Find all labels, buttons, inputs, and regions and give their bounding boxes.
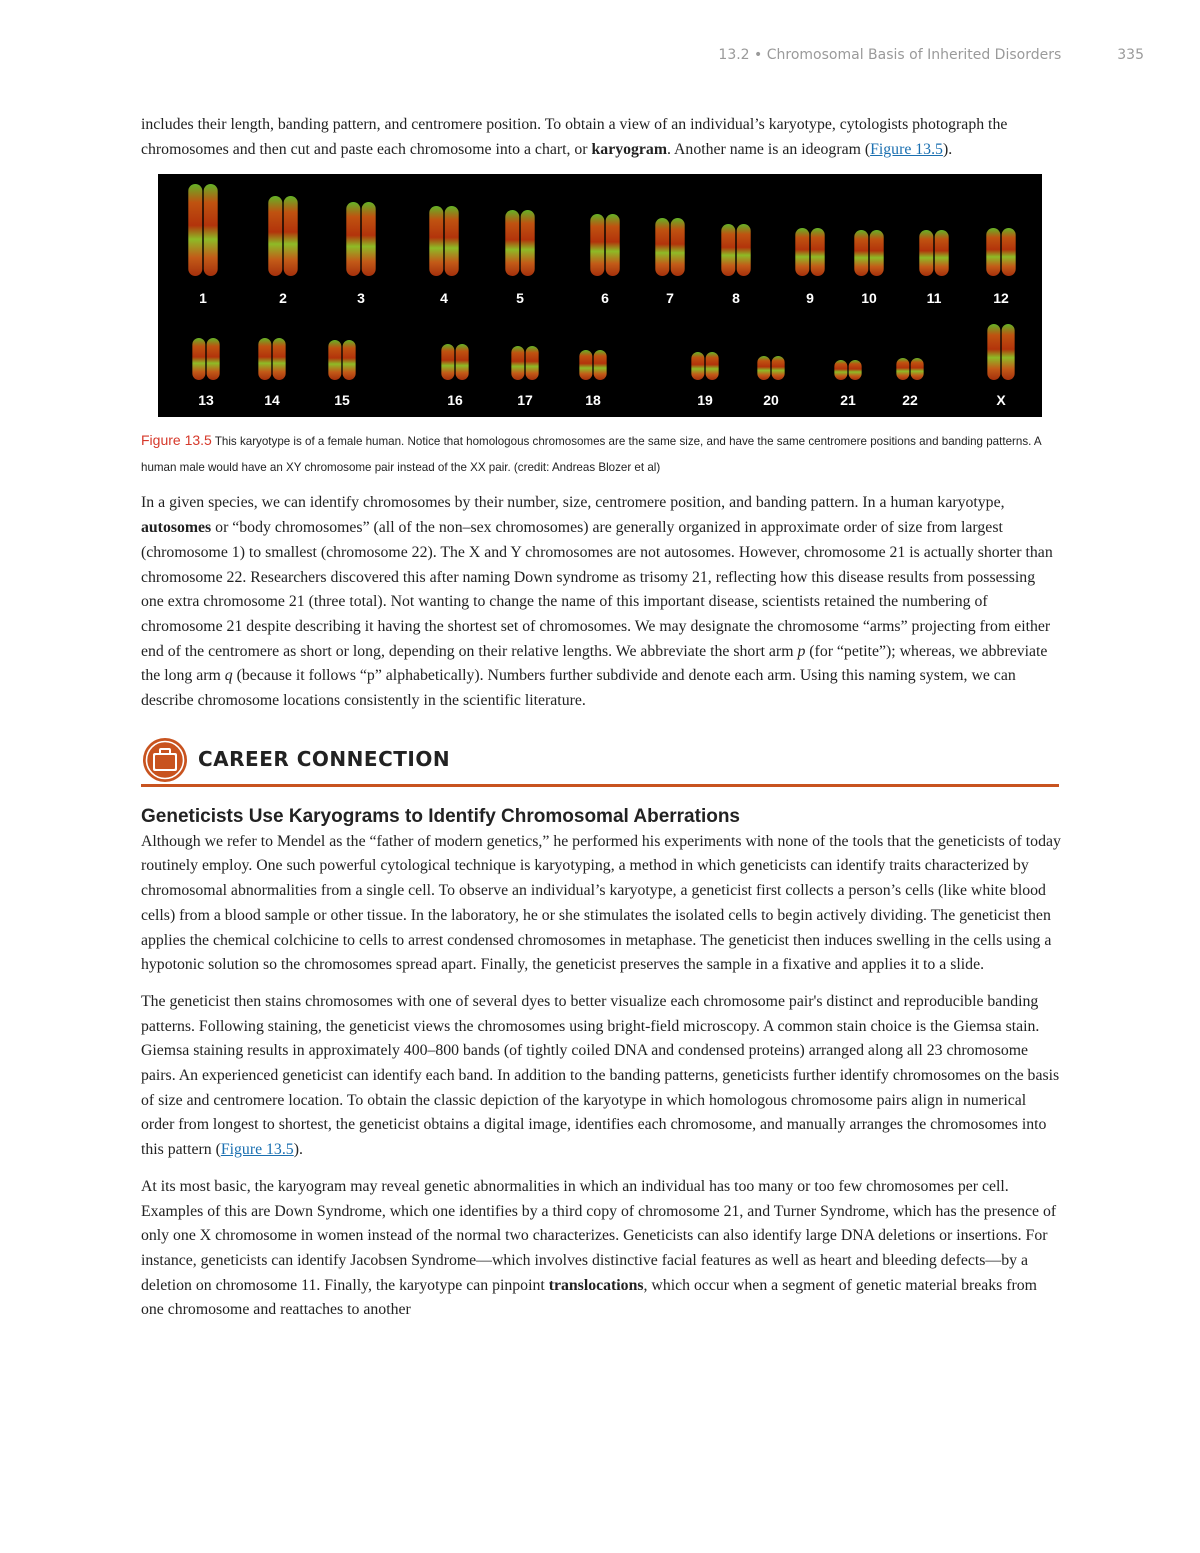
chromosome [258,338,271,380]
chromosome [521,210,535,276]
chromosome-label: 19 [697,392,713,409]
chromosome-label: 9 [806,290,814,307]
chromosome-label: 21 [840,392,856,409]
text-run: or “body chromosomes” (all of the non–sex chromosomes) are generally organized in approximate order of size from largest (chromosome 1) to smallest (chromosome 22). The X and Y chromosomes are not autosomes. However, chromosome 21 is actually shorter than chromosome 22. Researchers discovered this after naming Down syndrome as trisomy 21, reflecting how this disease results from possessing one extra chromosome 21 (three total). Not wanting to change the name of this important disease, scientists retained the numbering of chromosome 21 despite describing it having the shortest set of chromosomes. We may designate the chromosome “arms” projecting from either end of the centromere as short or long, depending on their relative lengths. We abbreviate the short arm [141,519,1053,660]
figure-label: Figure 13.5 [141,432,212,449]
chromosome [579,350,592,380]
chromosome [346,202,360,276]
briefcase-icon [141,736,189,784]
chromosome-label: 22 [902,392,918,409]
chromosome [207,338,220,380]
career-paragraph-1: Although we refer to Mendel as the “father of modern genetics,” he performed his experiments with none of the tools that the geneticists of today routinely employ. One such powerful cytological technique is karyotyping, a method in which geneticists can identify traits characterized by chromosomal abnormalities from a single cell. To observe an individual’s karyotype, a geneticist first collects a person’s cells (like white blood cells) from a blood sample or other tissue. In the laboratory, he or she stimulates the isolated cells to begin actively dividing. The geneticist then applies the chemical colchicine to cells to arrest condensed chromosomes in metaphase. The geneticist then induces swelling in the cells using a hypotonic solution so the chromosomes spread apart. Finally, the geneticist preserves the sample in a fixative and applies it to a slide. [141,832,1061,974]
chromosome [811,228,825,276]
chromosome [1002,324,1015,380]
chromosome [757,356,770,380]
chromosome [854,230,868,276]
text-run: includes their length, banding pattern, and centromere position. To obtain a view of an individual’s karyotype, cytologists photograph the chromosomes and then cut and paste each chromosome into a chart, or [141,116,1008,158]
running-header [718,47,1144,63]
chromosome-label: X [996,392,1006,409]
chromosome [511,346,524,380]
text-run: , which occur when a segment of genetic material breaks from one chromosome and reattaches to another [141,1276,1037,1319]
intro-paragraph [141,113,1061,162]
chromosome [343,340,356,380]
chromosome [849,360,862,380]
term-karyogram: karyogram [591,140,667,158]
chromosome-label: 14 [264,392,280,409]
career-connection-banner [141,736,1059,787]
chromosome [526,346,539,380]
chromosome-label: 6 [601,290,609,307]
chromosome [737,224,751,276]
chromosome [919,230,933,276]
chromosome [441,344,454,380]
chromosome-label: 18 [585,392,601,409]
chromosome-label: 5 [516,290,524,307]
chromosome [691,352,704,380]
chromosome-label: 8 [732,290,740,307]
chromosome-label: 11 [926,290,942,307]
chromosome [192,338,205,380]
chromosome-label: 17 [517,392,533,409]
chromosome [456,344,469,380]
chromosome-label: 3 [357,290,365,307]
figure-caption [141,427,1061,481]
chromosome [362,202,376,276]
text-run: . Another name is an ideogram ( [666,140,871,158]
chromosome [655,218,669,276]
text-run: (because it follows “p” alphabetically). Numbers further subdivide and denote each arm. Using this naming system, we can describe chromosome locations consistently in the scientific literature. [141,667,1016,710]
chromosome-label: 10 [861,290,877,307]
chromosome-label: 2 [279,290,287,307]
chromosome [721,224,735,276]
chromosome [987,324,1000,380]
chromosome [505,210,519,276]
chromosome [273,338,286,380]
career-banner-title: CAREER CONNECTION [198,746,451,771]
chromosome [188,184,202,276]
chromosome [706,352,719,380]
chromosome-label: 15 [334,392,350,409]
symbol-q: q [224,667,233,685]
body-paragraph [141,491,1061,713]
chromosome [870,230,884,276]
text-run: ). [293,1141,303,1159]
text-run: The geneticist then stains chromosomes with one of several dyes to better visualize each chromosome pair's distinct and reproducible banding patterns. Following staining, the geneticist views the chromosomes using bright-field microscopy. A common stain choice is the Giemsa stain. Giemsa staining results in approximately 400–800 bands (of tightly coiled DNA and condensed proteins) arranged along all 23 chromosome pairs. An experienced geneticist can identify each band. In addition to the banding patterns, geneticists further identify chromosomes on the basis of size and centromere location. To obtain the classic depiction of the karyotype in which homologous chromosome pairs align in numerical order from longest to shortest, the geneticist obtains a digital image, identifies each chromosome, and manually arranges the chromosomes into this pattern ( [141,992,1060,1159]
chromosome [911,358,924,380]
chromosome [986,228,1000,276]
chromosome [671,218,685,276]
text-run: At its most basic, the karyogram may reveal genetic abnormalities in which an individual has too many or too few chromosomes per cell. Examples of this are Down Syndrome, which one identifies by a third copy of chromosome 21, and Turner Syndrome, which has the presence of only one X chromosome in women instead of the normal two characterizes. Geneticists can also identify large DNA deletions or insertions. For instance, geneticists can identify Jacobsen Syndrome—which involves distinctive facial features as well as heart and bleeding defects—by a deletion on chromosome 11. Finally, the karyotype can pinpoint [141,1177,1057,1294]
chromosome [834,360,847,380]
chromosome-label: 4 [440,290,448,307]
symbol-p: p [797,642,806,660]
chromosome [590,214,604,276]
figure-link[interactable]: Figure 13.5 [870,140,943,158]
section-title: 13.2 • Chromosomal Basis of Inherited Disorders [718,47,1062,63]
term-translocations: translocations [548,1276,644,1294]
term-autosomes: autosomes [141,519,212,537]
chromosome [594,350,607,380]
chromosome [896,358,909,380]
chromosome [204,184,218,276]
chromosome [284,196,298,276]
chromosome-label: 1 [199,290,207,307]
chromosome [1002,228,1016,276]
text-run: In a given species, we can identify chromosomes by their number, size, centromere position, and banding pattern. In a human karyotype, [141,494,1005,512]
career-paragraph-3 [141,1175,1061,1323]
chromosome-label: 13 [198,392,214,409]
text-run: (for “petite”); whereas, we abbreviate the long arm [141,642,1048,685]
chromosome-label: 7 [666,290,674,307]
chromosome-label: 16 [447,392,463,409]
karyotype-figure [158,174,1042,417]
caption-text: This karyotype is of a female human. Notice that homologous chromosomes are the same size, and have the same centromere positions and banding patterns. A human male would have an XY chromosome pair instead of the XX pair. (credit: Andreas Blozer et al) [141,435,1042,475]
chromosome-label: 20 [763,392,779,409]
chromosome [772,356,785,380]
feature-heading: Geneticists Use Karyograms to Identify Chromosomal Aberrations [141,805,741,827]
chromosome [268,196,282,276]
page-number: 335 [1117,47,1144,63]
chromosome [445,206,459,276]
chromosome [429,206,443,276]
chromosome [606,214,620,276]
chromosome [795,228,809,276]
page-content [141,113,1061,1335]
text-run: ). [942,140,953,158]
chromosome [935,230,949,276]
figure-link[interactable]: Figure 13.5 [220,1141,294,1159]
chromosome-label: 12 [993,290,1009,307]
karyotype-image [158,174,1042,417]
chromosome [328,340,341,380]
career-paragraph-2 [141,990,1061,1163]
